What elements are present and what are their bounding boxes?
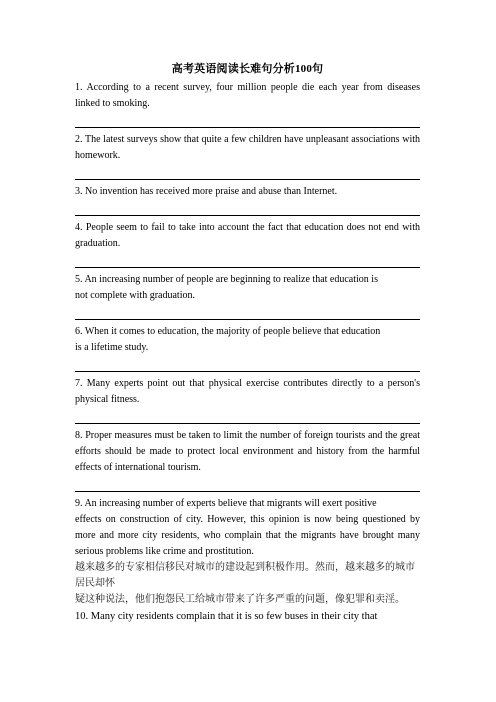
sentence-5-line-2: not complete with graduation. [75, 290, 195, 301]
sentence-9: effects on construction of city. However, this opinion is now being questioned by more and more city residents, who complain that the migrants have brought many serious problems like crime and prostitution. [75, 514, 420, 557]
answer-line-7 [75, 423, 420, 424]
sentence-6-line-2: is a lifetime study. [75, 342, 149, 353]
sentence-9-translation [75, 560, 420, 608]
sentence-6-line-1: 6. When it comes to education, the majority of people believe that education [75, 326, 381, 337]
sentence-10: 10. Many city residents complain that it is so few buses in their city that [75, 611, 378, 622]
document-page [75, 62, 420, 625]
answer-line-3 [75, 215, 420, 216]
answer-line-4 [75, 267, 420, 268]
answer-line-8 [75, 491, 420, 492]
sentence-3: 3. No invention has received more praise and abuse than Internet. [75, 186, 338, 197]
sentence-5-line-1: 5. An increasing number of people are beginning to realize that education is [75, 274, 378, 285]
document-title: 高考英语阅读长难句分析100句 [171, 63, 324, 75]
answer-line-5 [75, 319, 420, 320]
sentence-7: 7. Many experts point out that physical exercise contributes directly to a person's physical fitness. [75, 378, 420, 405]
translation-line-1: 越来越多的专家相信移民对城市的建设起到积极作用。然而，越来越多的城市居民却怀 [75, 562, 415, 589]
sentence-6 [75, 324, 420, 356]
sentence-1: 1. According to a recent survey, four million people die each year from diseases linked to smoking. [75, 82, 420, 109]
answer-line-6 [75, 371, 420, 372]
sentence-5 [75, 272, 420, 304]
sentence-8: 8. Proper measures must be taken to limit the number of foreign tourists and the great efforts should be made to protect local environment and history from the harmful effects of international tourism. [75, 430, 420, 473]
sentence-4: 4. People seem to fail to take into account the fact that education does not end with graduation. [75, 222, 420, 249]
answer-line-1 [75, 127, 420, 128]
sentence-9-first-line: 9. An increasing number of experts believe that migrants will exert positive [75, 498, 377, 509]
sentence-2: 2. The latest surveys show that quite a few children have unpleasant associations with homework. [75, 134, 420, 161]
translation-line-2: 疑这种说法，他们抱怨民工给城市带来了许多严重的问题，像犯罪和卖淫。 [75, 594, 405, 605]
answer-line-2 [75, 179, 420, 180]
